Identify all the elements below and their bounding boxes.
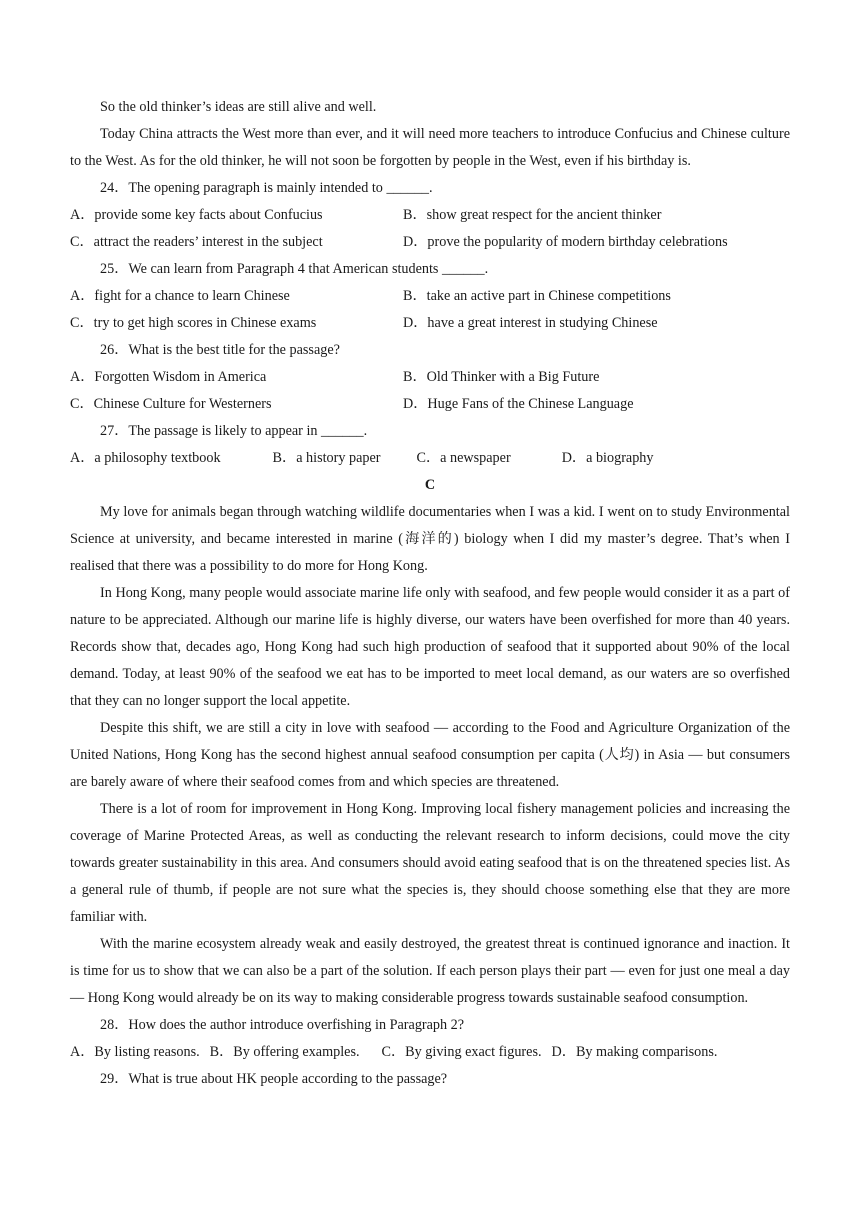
option-d: D．By making comparisons. [551,1044,718,1060]
option-b: B．a history paper [272,450,381,466]
options-row [70,310,790,337]
passage-paragraph: With the marine ecosystem already weak and easily destroyed, the greatest threat is continued ignorance and inaction. It is time for us to show that we can also be a part of the solution. If each person plays their part — even for just one meal a day — Hong Kong would already be on its way to making considerable progress towards sustainable seafood consumption. [70,936,790,1006]
question-27 [70,418,790,472]
option-a: A．Forgotten Wisdom in America [70,369,267,385]
option-c: C．Chinese Culture for Westerners [70,396,272,412]
intro-paragraph: Today China attracts the West more than ever, and it will need more teachers to introduce Confucius and Chinese culture to the West. As for the old thinker, he will not soon be forgotten by people in the West, even if his birthday is. [70,126,790,169]
passage-paragraph: There is a lot of room for improvement in Hong Kong. Improving local fishery management policies and increasing the coverage of Marine Protected Areas, as well as conducting the relevant research to inform decisions, could move the city towards greater sustainability in this area. And consumers should avoid eating seafood that is on the threatened species list. As a general rule of thumb, if people are not sure what the species is, they should choose something else that they are more familiar with. [70,801,790,925]
options-row [70,391,790,418]
option-b: B．show great respect for the ancient thinker [403,207,662,223]
option-b: B．Old Thinker with a Big Future [403,369,600,385]
options-row [70,1039,790,1066]
options-row [70,283,790,310]
question-stem: 27．The passage is likely to appear in ______. [100,423,368,439]
question-25 [70,256,790,337]
option-d: D．Huge Fans of the Chinese Language [403,396,634,412]
document-page [70,94,790,1093]
passage-paragraph: My love for animals began through watching wildlife documentaries when I was a kid. I went on to study Environmental Science at university, and became interested in marine (海洋的) biology when I did my master’s degree. That’s when I realised that there was a possibility to do more for Hong Kong. [70,504,790,574]
option-c: C．a newspaper [416,450,511,466]
options-row [70,229,790,256]
option-c: C．By giving exact figures. [381,1044,542,1060]
options-row [70,202,790,229]
section-heading: C [424,477,436,493]
option-d: D．prove the popularity of modern birthday celebrations [403,234,728,250]
option-d: D．have a great interest in studying Chinese [403,315,658,331]
question-stem: 28．How does the author introduce overfishing in Paragraph 2? [100,1017,465,1033]
option-a: A．a philosophy textbook [70,450,221,466]
option-a: A．fight for a chance to learn Chinese [70,288,290,304]
option-b: B．take an active part in Chinese competitions [403,288,671,304]
question-26 [70,337,790,418]
option-c: C．attract the readers’ interest in the subject [70,234,323,250]
question-28 [70,1012,790,1066]
option-c: C．try to get high scores in Chinese exams [70,315,317,331]
passage-paragraph: Despite this shift, we are still a city in love with seafood — according to the Food and Agriculture Organization of the United Nations, Hong Kong has the second highest annual seafood consumption per capita (人均) in Asia — but consumers are barely aware of where their seafood comes from and which species are threatened. [70,720,790,790]
question-stem: 29．What is true about HK people according to the passage? [100,1071,448,1087]
question-stem: 26．What is the best title for the passage? [100,342,340,358]
passage-paragraph: In Hong Kong, many people would associate marine life only with seafood, and few people would consider it as a part of nature to be appreciated. Although our marine life is highly diverse, our waters have been overfished for more than 40 years. Records show that, decades ago, Hong Kong had such high production of seafood that it supported about 90% of the local demand. Today, at least 90% of the seafood we eat has to be imported to meet local demand, as our waters are so overfished that they can no longer support the local appetite. [70,585,790,709]
option-b: B．By offering examples. [209,1044,360,1060]
question-29 [70,1066,790,1093]
question-stem: 25．We can learn from Paragraph 4 that American students ______. [100,261,489,277]
option-a: A．By listing reasons. [70,1044,200,1060]
question-stem: 24．The opening paragraph is mainly intended to ______. [100,180,433,196]
option-a: A．provide some key facts about Confucius [70,207,323,223]
question-24 [70,175,790,256]
option-d: D．a biography [561,450,654,466]
options-row [70,364,790,391]
intro-paragraph: So the old thinker’s ideas are still alive and well. [100,99,377,115]
options-row [70,445,790,472]
